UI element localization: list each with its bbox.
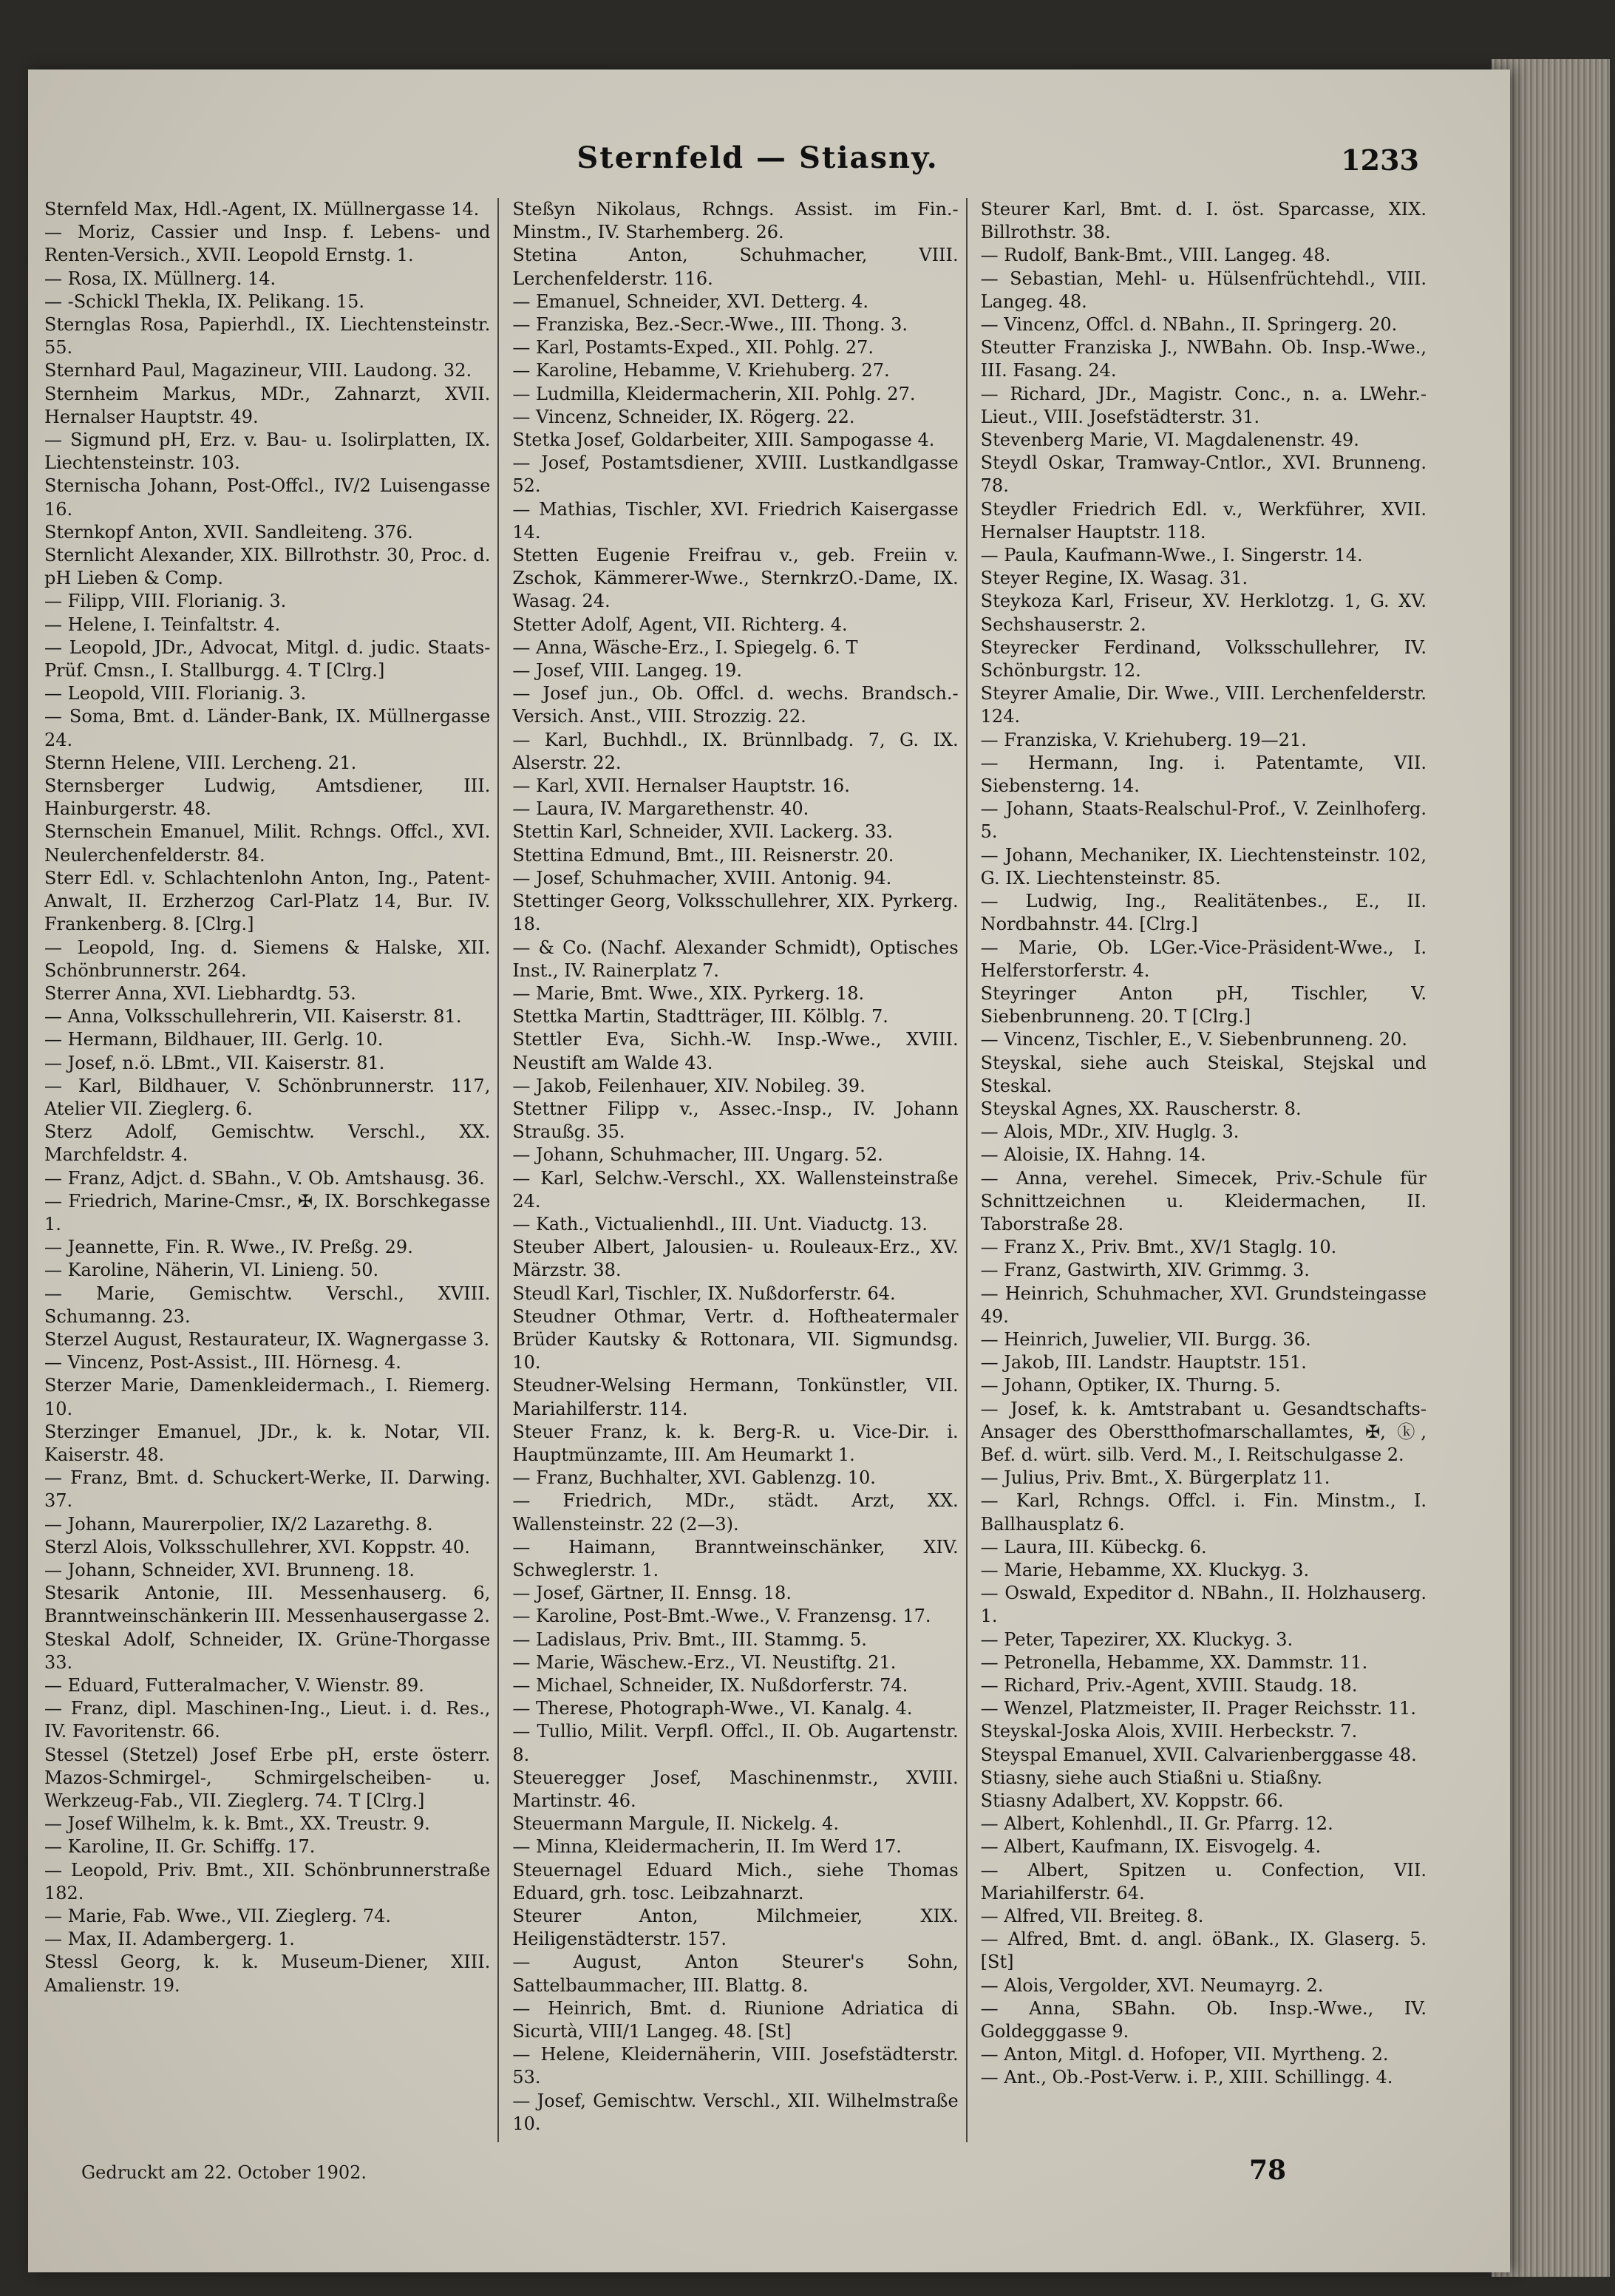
directory-entry: — Franz, Adjct. d. SBahn., V. Ob. Amtshausg. 36. <box>44 1167 485 1189</box>
directory-entry: — Sigmund pH, Erz. v. Bau- u. Isolirplatten, IX. Liechtensteinstr. 103. <box>44 429 491 474</box>
directory-entry: — Josef, Gärtner, II. Ennsg. 18. <box>512 1583 792 1604</box>
directory-entry: — Leopold, Ing. d. Siemens & Halske, XII. Schönbrunnerstr. 264. <box>44 937 491 981</box>
directory-entry: — Hermann, Bildhauer, III. Gerlg. 10. <box>44 1029 384 1050</box>
directory-entry: Sternn Helene, VIII. Lercheng. 21. <box>44 752 357 773</box>
directory-entry: — Haimann, Branntweinschänker, XIV. Schweglerstr. 1. <box>512 1536 959 1580</box>
directory-entry: Steyskal, siehe auch Steiskal, Stejskal und Steskal. <box>980 1052 1427 1096</box>
directory-entry: Sternkopf Anton, XVII. Sandleiteng. 376. <box>44 521 413 543</box>
directory-entry: — Johann, Schneider, XVI. Brunneng. 18. <box>44 1559 415 1580</box>
directory-entry: Steuermann Margule, II. Nickelg. 4. <box>512 1813 839 1835</box>
directory-entry: — Johann, Staats-Realschul-Prof., V. Zeinlhoferg. 5. <box>980 798 1427 843</box>
directory-entry: — Jakob, III. Landstr. Hauptstr. 151. <box>980 1352 1307 1373</box>
directory-entry: — Helene, Kleidernäherin, VIII. Josefstädterstr. 53. <box>512 2044 959 2088</box>
directory-entry: — Kath., Victualienhdl., III. Unt. Viaductg. 13. <box>512 1213 928 1234</box>
directory-entry: Sternhard Paul, Magazineur, VIII. Laudong. 32. <box>44 360 472 381</box>
directory-entry: — Anna, verehel. Simecek, Priv.-Schule für Schnittzeichnen u. Kleidermachen, II. Taborstraße 28. <box>980 1167 1427 1234</box>
directory-entry: — Helene, I. Teinfaltstr. 4. <box>44 614 281 635</box>
directory-entry: Steutter Franziska J., NWBahn. Ob. Insp.-Wwe., III. Fasang. 24. <box>980 337 1427 381</box>
directory-entry: Steßyn Nikolaus, Rchngs. Assist. im Fin.-Minstm., IV. Starhemberg. 26. <box>512 199 959 243</box>
directory-entry: — & Co. (Nachf. Alexander Schmidt), Optisches Inst., IV. Rainerplatz 7. <box>512 937 959 981</box>
directory-entry: — Moriz, Cassier und Insp. f. Lebens- und Renten-Versich., XVII. Leopold Ernstg. 1. <box>44 222 491 266</box>
directory-entry: — Anton, Mitgl. d. Hofoper, VII. Myrtheng. 2. <box>980 2044 1389 2065</box>
directory-entry: — Rudolf, Bank-Bmt., VIII. Langeg. 48. <box>980 245 1331 266</box>
directory-entry: — Ladislaus, Priv. Bmt., III. Stammg. 5. <box>512 1628 867 1650</box>
directory-entry: — Soma, Bmt. d. Länder-Bank, IX. Müllnergasse 24. <box>44 706 491 750</box>
directory-entry: — Josef, VIII. Langeg. 19. <box>512 660 742 682</box>
directory-entry: Sterr Edl. v. Schlachtenlohn Anton, Ing., Patent-Anwalt, II. Erzherzog Carl-Platz 14, Bur. IV. Frankenberg. 8. [Clrg.] <box>44 867 491 935</box>
running-title: Sternfeld — Stiasny. <box>577 140 939 175</box>
directory-entry: — Laura, III. Kübeckg. 6. <box>980 1536 1207 1558</box>
directory-entry: — Max, II. Adambergerg. 1. <box>44 1929 295 1950</box>
directory-entry: Steyskal Agnes, XX. Rauscherstr. 8. <box>980 1098 1302 1119</box>
page-footer <box>81 2155 1412 2199</box>
directory-entry: — Heinrich, Juwelier, VII. Burgg. 36. <box>980 1328 1311 1350</box>
directory-entry: — Sebastian, Mehl- u. Hülsenfrüchtehdl., VIII. Langeg. 48. <box>980 268 1427 312</box>
directory-entry: Steyrecker Ferdinand, Volksschullehrer, IV. Schönburgstr. 12. <box>980 636 1427 682</box>
directory-entry: — Karoline, Hebamme, V. Kriehuberg. 27. <box>512 360 890 381</box>
directory-entry: Sternischa Johann, Post-Offcl., IV/2 Luisengasse 16. <box>44 475 491 520</box>
directory-entry: Sternsberger Ludwig, Amtsdiener, III. Hainburgerstr. 48. <box>44 775 491 820</box>
directory-entry: — Vincenz, Tischler, E., V. Siebenbrunneng. 20. <box>980 1029 1408 1050</box>
directory-entry: — Marie, Fab. Wwe., VII. Zieglerg. 74. <box>44 1906 391 1927</box>
directory-entry: Stessl Georg, k. k. Museum-Diener, XIII. Amalienstr. 19. <box>44 1952 491 1996</box>
sheet-number: 78 <box>1249 2155 1287 2186</box>
directory-entry: Stettka Martin, Stadtträger, III. Kölblg. 7. <box>512 1006 888 1028</box>
directory-entry: — Albert, Kaufmann, IX. Eisvogelg. 4. <box>980 1836 1322 1858</box>
directory-entry: — Leopold, Priv. Bmt., XII. Schönbrunnerstraße 182. <box>44 1859 491 1903</box>
directory-entry: — Emanuel, Schneider, XVI. Detterg. 4. <box>512 291 869 312</box>
directory-entry: — Ant., Ob.-Post-Verw. i. P., XIII. Schillingg. 4. <box>980 2067 1393 2088</box>
directory-entry: — Filipp, VIII. Florianig. 3. <box>44 591 287 612</box>
directory-entry: Sterzl Alois, Volksschullehrer, XVI. Koppstr. 40. <box>44 1536 470 1558</box>
directory-entry: — Johann, Optiker, IX. Thurng. 5. <box>980 1375 1281 1396</box>
directory-entry: Sterz Adolf, Gemischtw. Verschl., XX. Marchfeldstr. 4. <box>44 1121 491 1166</box>
directory-entry: — Vincenz, Offcl. d. NBahn., II. Springerg. 20. <box>980 314 1398 336</box>
directory-entry: Stetter Adolf, Agent, VII. Richterg. 4. <box>512 614 848 635</box>
directory-entry: Steurer Anton, Milchmeier, XIX. Heiligenstädterstr. 157. <box>512 1906 959 1950</box>
directory-entry: — Franz X., Priv. Bmt., XV/1 Staglg. 10. <box>980 1237 1337 1258</box>
directory-entry: Sterzer Marie, Damenkleidermach., I. Riemerg. 10. <box>44 1375 491 1419</box>
directory-entry: Steuer Franz, k. k. Berg-R. u. Vice-Dir. i. Hauptmünzamte, III. Am Heumarkt 1. <box>512 1421 959 1465</box>
directory-entry: — Franziska, V. Kriehuberg. 19—21. <box>980 729 1307 750</box>
directory-entry: Steueregger Josef, Maschinenmstr., XVIII. Martinstr. 46. <box>512 1767 959 1812</box>
directory-entry: — Vincenz, Post-Assist., III. Hörnesg. 4. <box>44 1352 401 1373</box>
directory-entry: Stetten Eugenie Freifrau v., geb. Freiin v. Zschok, Kämmerer-Wwe., SternkrzO.-Dame, IX. Wasag. 24. <box>512 545 959 612</box>
directory-entry: — Franz, Bmt. d. Schuckert-Werke, II. Darwing. 37. <box>44 1467 491 1512</box>
directory-entry: — Julius, Priv. Bmt., X. Bürgerplatz 11. <box>980 1467 1330 1489</box>
directory-entry: — Marie, Hebamme, XX. Kluckyg. 3. <box>980 1559 1310 1580</box>
directory-entry: — Heinrich, Bmt. d. Riunione Adriatica di Sicurtà, VIII/1 Langeg. 48. [St] <box>512 1997 959 2042</box>
directory-entry: — Leopold, JDr., Advocat, Mitgl. d. judic. Staats-Prüf. Cmsn., I. Stallburgg. 4. T [Clrg.] <box>44 636 491 682</box>
directory-column-3 <box>981 198 1434 2142</box>
directory-entry: Steyspal Emanuel, XVII. Calvarienberggasse 48. <box>980 1744 1417 1765</box>
directory-columns <box>44 198 1434 2142</box>
directory-entry: — Alois, MDr., XIV. Huglg. 3. <box>980 1121 1240 1143</box>
directory-entry: — Ludmilla, Kleidermacherin, XII. Pohlg. 27. <box>512 383 916 404</box>
directory-column-1 <box>44 198 499 2142</box>
directory-entry: — Albert, Spitzen u. Confection, VII. Mariahilferstr. 64. <box>980 1859 1427 1903</box>
directory-entry: — August, Anton Steurer's Sohn, Sattelbaummacher, III. Blattg. 8. <box>512 1952 959 1996</box>
directory-entry: — Vincenz, Schneider, IX. Rögerg. 22. <box>512 406 855 427</box>
directory-entry: — Anna, Volksschullehrerin, VII. Kaiserstr. 81. <box>44 1006 462 1028</box>
directory-entry: — Alfred, VII. Breiteg. 8. <box>980 1906 1204 1927</box>
directory-entry: — Richard, Priv.-Agent, XVIII. Staudg. 18. <box>980 1675 1358 1696</box>
directory-entry: — Michael, Schneider, IX. Nußdorferstr. 74. <box>512 1675 908 1696</box>
directory-entry: — Ludwig, Ing., Realitätenbes., E., II. Nordbahnstr. 44. [Clrg.] <box>980 891 1427 935</box>
directory-entry: Steuber Albert, Jalousien- u. Rouleaux-Erz., XV. Märzstr. 38. <box>512 1237 959 1281</box>
directory-entry: — Johann, Maurerpolier, IX/2 Lazarethg. 8. <box>44 1513 433 1535</box>
directory-entry: Sternfeld Max, Hdl.-Agent, IX. Müllnergasse 14. <box>44 199 480 220</box>
directory-entry: — Karoline, II. Gr. Schiffg. 17. <box>44 1836 316 1858</box>
directory-entry: Stiasny, siehe auch Stiaßni u. Stiaßny. <box>980 1767 1323 1788</box>
directory-entry: — Peter, Tapezirer, XX. Kluckyg. 3. <box>980 1628 1293 1650</box>
directory-entry: — Franz, Buchhalter, XVI. Gablenzg. 10. <box>512 1467 876 1489</box>
directory-column-2 <box>512 198 967 2142</box>
directory-entry: Steydler Friedrich Edl. v., Werkführer, XVII. Hernalser Hauptstr. 118. <box>980 498 1427 543</box>
directory-entry: — Karl, XVII. Hernalser Hauptstr. 16. <box>512 775 850 797</box>
directory-entry: — Leopold, VIII. Florianig. 3. <box>44 683 307 704</box>
directory-entry: Steyrer Amalie, Dir. Wwe., VIII. Lerchenfelderstr. 124. <box>980 683 1427 727</box>
print-date: Gedruckt am 22. October 1902. <box>81 2162 367 2183</box>
directory-entry: — Heinrich, Schuhmacher, XVI. Grundsteingasse 49. <box>980 1283 1427 1327</box>
directory-entry: — Karl, Buchhdl., IX. Brünnlbadg. 7, G. IX. Alserstr. 22. <box>512 729 959 773</box>
directory-entry: — Alfred, Bmt. d. angl. öBank., IX. Glaserg. 5. [St] <box>980 1929 1427 1973</box>
directory-entry: — Friedrich, Marine-Cmsr., ✠, IX. Borschkegasse 1. <box>44 1190 491 1234</box>
directory-entry: Steykoza Karl, Friseur, XV. Herklotzg. 1, G. XV. Sechshauserstr. 2. <box>980 591 1427 635</box>
directory-entry: Stiasny Adalbert, XV. Koppstr. 66. <box>980 1790 1284 1812</box>
directory-entry: — Tullio, Milit. Verpfl. Offcl., II. Ob. Augartenstr. 8. <box>512 1721 959 1765</box>
directory-entry: Steudner Othmar, Vertr. d. Hoftheatermaler Brüder Kautsky & Rottonara, VII. Sigmundsg. 10. <box>512 1305 959 1373</box>
directory-entry: — Johann, Schuhmacher, III. Ungarg. 52. <box>512 1144 883 1166</box>
directory-entry: Stettinger Georg, Volksschullehrer, XIX. Pyrkerg. 18. <box>512 891 959 935</box>
directory-entry: — Josef, n.ö. LBmt., VII. Kaiserstr. 81. <box>44 1052 385 1073</box>
directory-entry: Steudl Karl, Tischler, IX. Nußdorferstr. 64. <box>512 1283 896 1304</box>
directory-entry: — Franz, dipl. Maschinen-Ing., Lieut. i. d. Res., IV. Favoritenstr. 66. <box>44 1698 491 1742</box>
directory-entry: — Alois, Vergolder, XVI. Neumayrg. 2. <box>980 1974 1324 1996</box>
directory-entry: — Josef, Postamtsdiener, XVIII. Lustkandlgasse 52. <box>512 452 959 497</box>
directory-entry: — Marie, Bmt. Wwe., XIX. Pyrkerg. 18. <box>512 982 865 1004</box>
directory-entry: Stesarik Antonie, III. Messenhauserg. 6, Branntweinschänkerin III. Messenhausergasse 2. <box>44 1583 491 1627</box>
directory-entry: Sternlicht Alexander, XIX. Billrothstr. 30, Proc. d. pH Lieben & Comp. <box>44 545 491 589</box>
directory-entry: Stettler Eva, Sichh.-W. Insp.-Wwe., XVIII. Neustift am Walde 43. <box>512 1029 959 1073</box>
directory-entry: — Wenzel, Platzmeister, II. Prager Reichsstr. 11. <box>980 1698 1416 1719</box>
directory-entry: — Karl, Selchw.-Verschl., XX. Wallensteinstraße 24. <box>512 1167 959 1212</box>
directory-entry: Sterzel August, Restaurateur, IX. Wagnergasse 3. <box>44 1328 490 1350</box>
directory-entry: — Johann, Mechaniker, IX. Liechtensteinstr. 102, G. IX. Liechtensteinstr. 85. <box>980 844 1427 889</box>
directory-entry: — Minna, Kleidermacherin, II. Im Werd 17. <box>512 1836 902 1858</box>
directory-entry: — Jakob, Feilenhauer, XIV. Nobileg. 39. <box>512 1075 866 1096</box>
directory-entry: Sternheim Markus, MDr., Zahnarzt, XVII. Hernalser Hauptstr. 49. <box>44 383 491 427</box>
directory-entry: — Rosa, IX. Müllnerg. 14. <box>44 268 276 289</box>
directory-entry: — Karl, Rchngs. Offcl. i. Fin. Minstm., I. Ballhausplatz 6. <box>980 1490 1427 1535</box>
directory-entry: — Aloisie, IX. Hahng. 14. <box>980 1144 1206 1166</box>
directory-entry: Steuernagel Eduard Mich., siehe Thomas Eduard, grh. tosc. Leibzahnarzt. <box>512 1859 959 1903</box>
directory-entry: — Richard, JDr., Magistr. Conc., n. a. LWehr.-Lieut., VIII. Josefstädterstr. 31. <box>980 383 1427 427</box>
directory-entry: — Hermann, Ing. i. Patentamte, VII. Siebensterng. 14. <box>980 752 1427 797</box>
page-header <box>44 111 1471 185</box>
directory-entry: — Oswald, Expeditor d. NBahn., II. Holzhauserg. 1. <box>980 1583 1427 1627</box>
directory-entry: — Jeannette, Fin. R. Wwe., IV. Preßg. 29. <box>44 1237 413 1258</box>
directory-entry: — Albert, Kohlenhdl., II. Gr. Pfarrg. 12. <box>980 1813 1333 1835</box>
directory-entry: Steydl Oskar, Tramway-Cntlor., XVI. Brunneng. 78. <box>980 452 1427 497</box>
directory-entry: — Therese, Photograph-Wwe., VI. Kanalg. 4. <box>512 1698 913 1719</box>
directory-entry: — Laura, IV. Margarethenstr. 40. <box>512 798 809 820</box>
directory-entry: — Petronella, Hebamme, XX. Dammstr. 11. <box>980 1651 1368 1673</box>
directory-entry: — Karl, Bildhauer, V. Schönbrunnerstr. 117, Atelier VII. Zieglerg. 6. <box>44 1075 491 1119</box>
directory-entry: Sternschein Emanuel, Milit. Rchngs. Offcl., XVI. Neulerchenfelderstr. 84. <box>44 821 491 866</box>
directory-entry: — Karoline, Näherin, VI. Linieng. 50. <box>44 1260 379 1281</box>
directory-entry: — Karoline, Post-Bmt.-Wwe., V. Franzensg. 17. <box>512 1606 931 1627</box>
directory-entry: — Marie, Gemischtw. Verschl., XVIII. Schumanng. 23. <box>44 1283 491 1327</box>
directory-entry: Steskal Adolf, Schneider, IX. Grüne-Thorgasse 33. <box>44 1628 491 1673</box>
directory-entry: Steurer Karl, Bmt. d. I. öst. Sparcasse, XIX. Billrothstr. 38. <box>980 199 1427 243</box>
directory-entry: Sterrer Anna, XVI. Liebhardtg. 53. <box>44 982 356 1004</box>
directory-entry: Sterzinger Emanuel, JDr., k. k. Notar, VII. Kaiserstr. 48. <box>44 1421 491 1465</box>
directory-entry: — Franziska, Bez.-Secr.-Wwe., III. Thong. 3. <box>512 314 908 336</box>
directory-entry: Stetka Josef, Goldarbeiter, XIII. Sampogasse 4. <box>512 429 935 451</box>
directory-entry: Steudner-Welsing Hermann, Tonkünstler, VII. Mariahilferstr. 114. <box>512 1375 959 1419</box>
page-number: 1233 <box>1341 143 1419 177</box>
directory-entry: — Paula, Kaufmann-Wwe., I. Singerstr. 14. <box>980 545 1363 566</box>
directory-entry: Stessel (Stetzel) Josef Erbe pH, erste österr. Mazos-Schmirgel-, Schmirgelscheiben- u. Werkzeug-Fab., VII. Zieglerg. 74. T [Clrg.] <box>44 1744 491 1812</box>
directory-entry: Steyskal-Joska Alois, XVIII. Herbeckstr. 7. <box>980 1721 1358 1742</box>
directory-entry: Stettina Edmund, Bmt., III. Reisnerstr. 20. <box>512 844 894 866</box>
directory-entry: Sternglas Rosa, Papierhdl., IX. Liechtensteinstr. 55. <box>44 314 491 359</box>
directory-entry: — Josef, Gemischtw. Verschl., XII. Wilhelmstraße 10. <box>512 2090 959 2134</box>
directory-entry: Stettin Karl, Schneider, XVII. Lackerg. 33. <box>512 821 893 843</box>
directory-entry: — Eduard, Futteralmacher, V. Wienstr. 89. <box>44 1675 424 1696</box>
directory-entry: — Marie, Ob. LGer.-Vice-Präsident-Wwe., I. Helferstorferstr. 4. <box>980 937 1427 981</box>
directory-entry: — -Schickl Thekla, IX. Pelikang. 15. <box>44 291 365 312</box>
directory-entry: — Josef Wilhelm, k. k. Bmt., XX. Treustr. 9. <box>44 1813 430 1835</box>
directory-entry: — Marie, Wäschew.-Erz., VI. Neustiftg. 21. <box>512 1651 897 1673</box>
directory-entry: Stettner Filipp v., Assec.-Insp., IV. Johann Straußg. 35. <box>512 1098 959 1143</box>
directory-entry: — Karl, Postamts-Exped., XII. Pohlg. 27. <box>512 337 874 359</box>
directory-entry: — Anna, Wäsche-Erz., I. Spiegelg. 6. T <box>512 636 858 658</box>
directory-entry: Stetina Anton, Schuhmacher, VIII. Lerchenfelderstr. 116. <box>512 245 959 289</box>
directory-entry: — Josef, Schuhmacher, XVIII. Antonig. 94. <box>512 867 892 889</box>
directory-entry: — Josef jun., Ob. Offcl. d. wechs. Brandsch.-Versich. Anst., VIII. Strozzig. 22. <box>512 683 959 727</box>
directory-entry: Steyer Regine, IX. Wasag. 31. <box>980 568 1248 589</box>
directory-entry: — Mathias, Tischler, XVI. Friedrich Kaisergasse 14. <box>512 498 959 543</box>
directory-entry: Stevenberg Marie, VI. Magdalenenstr. 49. <box>980 429 1359 451</box>
directory-entry: — Friedrich, MDr., städt. Arzt, XX. Wallensteinstr. 22 (2—3). <box>512 1490 959 1535</box>
directory-entry: Steyringer Anton pH, Tischler, V. Siebenbrunneng. 20. T [Clrg.] <box>980 982 1427 1028</box>
directory-entry: — Franz, Gastwirth, XIV. Grimmg. 3. <box>980 1260 1310 1281</box>
directory-entry: — Anna, SBahn. Ob. Insp.-Wwe., IV. Goldegggasse 9. <box>980 1997 1427 2042</box>
directory-entry: — Josef, k. k. Amtstrabant u. Gesandtschafts-Ansager des Oberstthofmarschallamtes, ✠, ⓚ, Bef. d. würt. silb. Verd. M., I. Reitschulgasse 2. <box>980 1398 1427 1465</box>
